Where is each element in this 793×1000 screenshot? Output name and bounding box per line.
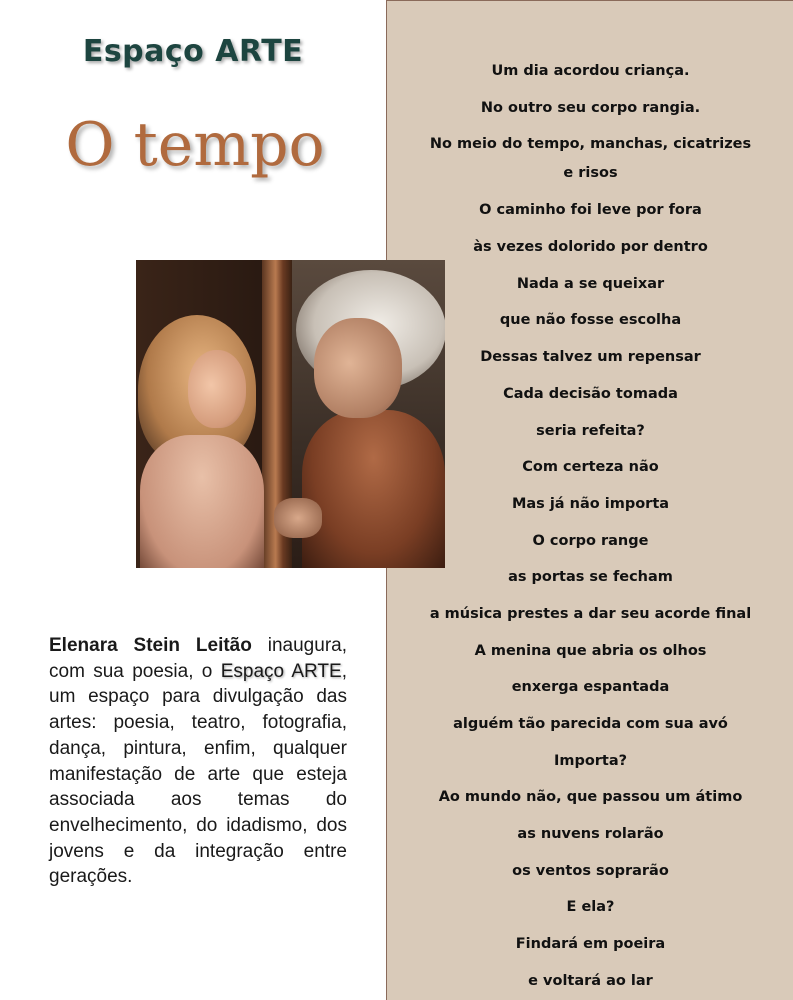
poem-line: Findará em poeira <box>515 936 666 953</box>
poem-line: Importa? <box>553 752 628 769</box>
elderly-woman-face <box>314 318 402 418</box>
poem-line: Ao mundo não, que passou um átimo <box>438 789 743 806</box>
poem-line: O corpo range <box>532 532 649 549</box>
intro-text: , um espaço para divulgação das artes: poesia, teatro, fotografia, dança, pintura, enfim, qualquer manifestação de arte que esteja associada aos temas do envelhecimento, do idadismo, dos jovens e da integração entre gerações. <box>49 660 347 888</box>
poem-line: seria refeita? <box>536 422 645 439</box>
poem-line: alguém tão parecida com sua avó <box>453 716 728 732</box>
poem-line: E ela? <box>566 899 615 916</box>
elderly-woman-hand <box>274 498 322 538</box>
poem-line: No meio do tempo, manchas, cicatrizes e risos <box>429 136 752 182</box>
girl-dress <box>140 435 264 568</box>
poem-line: as portas se fecham <box>508 569 673 586</box>
poem-line: O caminho foi leve por fora <box>479 202 702 219</box>
poem-line: A menina que abria os olhos <box>474 642 707 659</box>
poem-line: Dessas talvez um repensar <box>480 349 701 366</box>
poem-line: Com certeza não <box>522 459 659 476</box>
poem <box>387 57 793 1000</box>
intro-text: inaugura, com sua poesia, o <box>49 635 347 682</box>
poem-line: Nada a se queixar <box>516 275 665 292</box>
page-title: O tempo <box>65 110 325 180</box>
brand-inline: Espaço ARTE <box>220 660 342 682</box>
poem-line: e voltará ao lar <box>528 972 653 989</box>
poem-panel <box>386 0 793 1000</box>
poem-line: No outro seu corpo rangia. <box>480 99 701 116</box>
intro-paragraph <box>49 633 347 890</box>
poem-line: Um dia acordou criança. <box>491 63 690 79</box>
poem-line: que não fosse escolha <box>499 312 682 329</box>
poem-line: enxerga espantada <box>511 679 670 696</box>
poem-line: Cada decisão tomada <box>503 385 678 402</box>
poem-line: as nuvens rolarão <box>517 826 664 843</box>
girl-face <box>188 350 246 428</box>
brand-title: Espaço ARTE <box>82 34 304 69</box>
poem-line: a música prestes a dar seu acorde final <box>429 605 752 622</box>
poem-line: às vezes dolorido por dentro <box>473 239 708 256</box>
author-name: Elenara Stein Leitão <box>49 635 252 656</box>
poem-line: Mas já não importa <box>511 495 670 512</box>
poem-line: os ventos soprarão <box>512 862 669 879</box>
elderly-woman-body <box>302 410 445 568</box>
girl-mirror-photo <box>136 260 445 568</box>
